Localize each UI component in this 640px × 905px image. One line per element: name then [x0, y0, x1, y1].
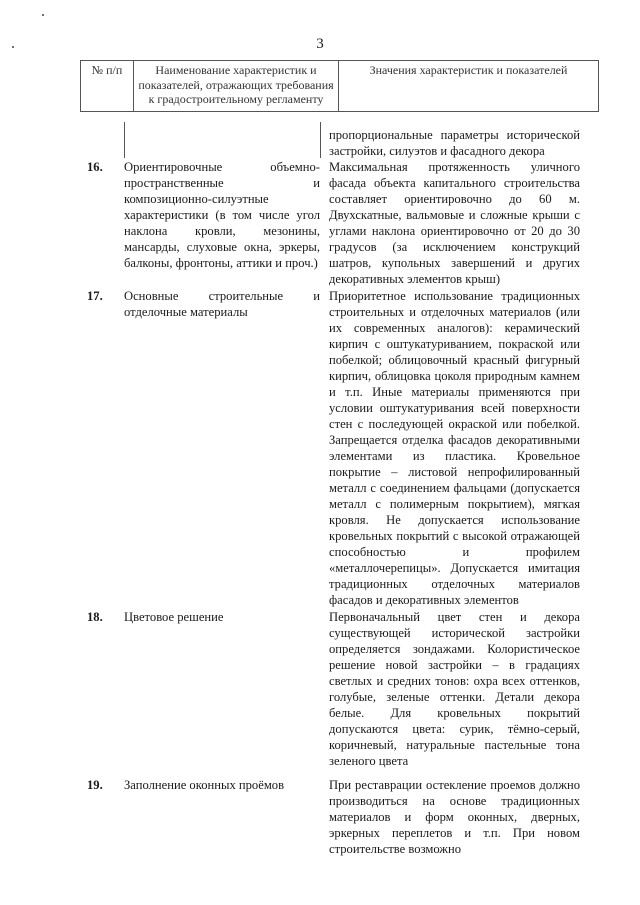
- row-value: При реставрации остекление проемов должно производиться на основе традиционных материалов и форм оконных, дверных, эркерных переплетов и т.п. При новом строительстве возможно: [329, 778, 580, 856]
- row-characteristic: Основные строительные и отделочные материалы: [124, 289, 320, 319]
- row-characteristic: Цветовое решение: [124, 610, 224, 624]
- continuation-text: пропорциональные параметры исторической застройки, силуэтов и фасадного декора: [329, 128, 580, 158]
- row-number: 16.: [87, 160, 103, 174]
- row-number: 17.: [87, 289, 103, 303]
- page-number: 3: [316, 36, 324, 52]
- scan-speck: [42, 14, 44, 16]
- table-row: [80, 288, 600, 608]
- table-header: [80, 60, 599, 112]
- table-body: [80, 127, 600, 857]
- table-row: [80, 609, 600, 769]
- table-row: [80, 777, 600, 857]
- continuation-row: [80, 127, 600, 159]
- row-number: 19.: [87, 778, 103, 792]
- row-number: 18.: [87, 610, 103, 624]
- header-col-num: № п/п: [81, 61, 134, 112]
- row-value: Максимальная протяженность уличного фасада объекта капитального строительства составляет ориентировочно до 60 м. Двухскатные, вальмовые и сложные крыши с углами наклона ориентировочно от 20 до 30 градусов (за исключением конструкций шатров, купольных завершений и других декоративных элементов крыш): [329, 160, 580, 286]
- header-col-values: Значения характеристик и показателей: [339, 61, 599, 112]
- row-value: Первоначальный цвет стен и декора существующей исторической застройки определяется зондажами. Колористическое решение новой застройки – в градациях светлых и средних тонов: охра всех оттенков, голубые, зеленые оттенки. Детали декора белые. Для кровельных покрытий допускаются цвета: сурик, тёмно-серый, коричневый, натуральные пастельные тона зеленого цвета: [329, 610, 580, 768]
- table-row: [80, 159, 600, 287]
- header-col-name: Наименование характеристик и показателей, отражающих требования к градостроительному регламенту: [134, 61, 339, 112]
- row-characteristic: Заполнение оконных проёмов: [124, 778, 285, 792]
- row-value: Приоритетное использование традиционных строительных и отделочных материалов (или их современных аналогов): керамический кирпич с оштукатуриванием, покраской или побелкой; облицовочный красный фигурный кирпич, облицовка цоколя природным камнем и т.п. Иные материалы применяются при условии оштукатуривания всей поверхности стен с последующей окраской или побелкой. Запрещается отделка фасадов декоративными элементами из пластика. Кровельное покрытие – листовой непрофилированный металл с соединением фальцами (допускается металл с полимерным покрытием), мягкая кровля. Не допускается использование кровельных покрытий с высокой отражающей способностью и профилем «металлочерепицы». Допускается имитация традиционных отделочных материалов фасадов и декоративных элементов: [329, 289, 580, 607]
- row-characteristic: Ориентировочные объемно-пространственные и композиционно-силуэтные характеристики (в том числе угол наклона кровли, мезонины, мансарды, слуховые окна, эркеры, балконы, фронтоны, аттики и проч.): [124, 160, 320, 270]
